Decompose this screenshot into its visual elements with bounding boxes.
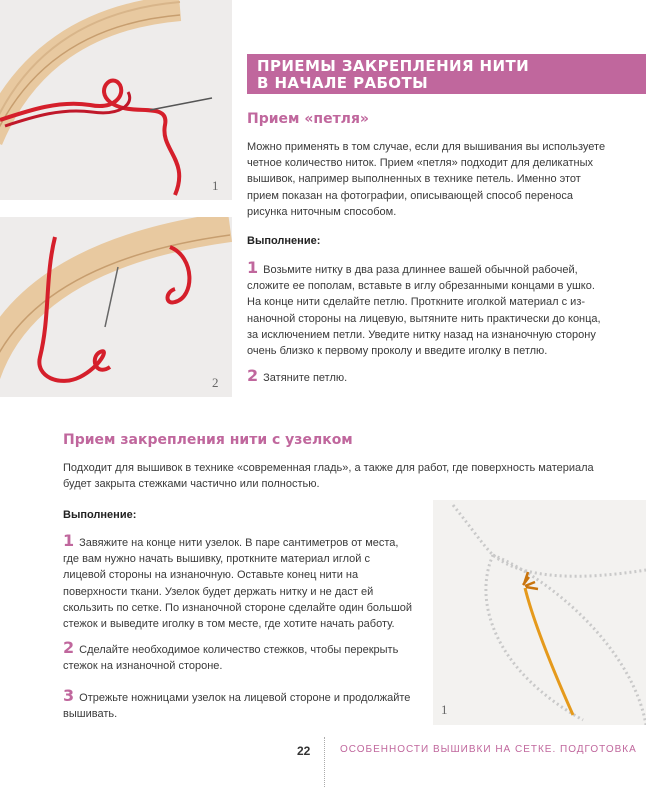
hoop-loop-illustration: [0, 0, 232, 200]
knot-intro-paragraph: Подходит для вышивок в технике «современная гладь», а также для работ, где поверхность материала будет закрыта стежками частично или полностью.: [63, 462, 594, 491]
running-title: ОСОБЕННОСТИ ВЫШИВКИ НА СЕТКЕ. ПОДГОТОВКА: [340, 744, 637, 755]
leaf-knot-illustration: [433, 500, 646, 725]
photo-number: 1: [441, 702, 448, 717]
section-banner: [247, 54, 646, 94]
knot-step-1: [63, 533, 415, 632]
step-text: Завяжите на конце нити узелок. В паре сантиметров от места, где вам нужно начать вышивку, проткните материал иглой с лицевой стороны на изнаночную. Оставьте конец нити на поверхности ткани. Узелок будет держать нитку и не даст ей скользить по сетке. По изнаночной стороне сделайте один большой стежок и выведите иголку в том месте, где хотите начать работу.: [63, 537, 413, 631]
step-number: 1: [247, 258, 259, 277]
step-text: Сделайте необходимое количество стежков, чтобы перекрыть стежок на изнаночной стороне.: [63, 644, 399, 673]
step-text: Возьмите нитку в два раза длиннее вашей обычной рабочей, сложите ее пополам, вставьте в иглу обрезанными концами в ушко. На конце нити сделайте петлю. Проткните иголкой материал с изнаночной стороны на лицевую, вытяните нить практически до конца, за исключением петли. Уведите нитку назад на изнаночную сторону очень близко к первому проколу и введите иголку в петлю.: [247, 264, 601, 358]
step-number: 2: [63, 638, 75, 657]
step-text: Отрежьте ножницами узелок на лицевой стороне и продолжайте вышивать.: [63, 692, 411, 721]
page-number: 22: [297, 744, 311, 758]
loop-step-1: [247, 260, 609, 359]
photo-number: 1: [212, 178, 219, 193]
footer-divider: [324, 737, 326, 787]
knot-step-2: [63, 640, 415, 674]
loop-intro-paragraph: Можно применять в том случае, если для вышивания вы используете четное количество ниток. Прием «петля» подходит для деликатных вышивок, например выполненных в технике петель. Именно этот прием показан на фотографии, описывающей способ переноса рисунка ниточным способом.: [247, 141, 606, 218]
knot-method-heading: Прием закрепления нити с узелком: [63, 432, 353, 448]
loop-execution-label: Выполнение:: [247, 235, 321, 247]
photo-number: 2: [212, 375, 219, 390]
step-number: 2: [247, 366, 259, 385]
photo-knot-step-1: [433, 500, 646, 725]
hoop-loop-illustration: [0, 217, 232, 397]
loop-step-2: [247, 368, 609, 386]
photo-loop-step-2: [0, 217, 232, 397]
loop-method-heading: Прием «петля»: [247, 111, 369, 127]
banner-line-1: ПРИЕМЫ ЗАКРЕПЛЕНИЯ НИТИ: [257, 57, 530, 75]
photo-loop-step-1: [0, 0, 232, 200]
knot-execution-label: Выполнение:: [63, 509, 137, 521]
knot-step-3: [63, 688, 415, 722]
step-number: 1: [63, 531, 75, 550]
banner-line-2: В НАЧАЛЕ РАБОТЫ: [257, 74, 429, 92]
step-text: Затяните петлю.: [263, 372, 348, 384]
step-number: 3: [63, 686, 75, 705]
